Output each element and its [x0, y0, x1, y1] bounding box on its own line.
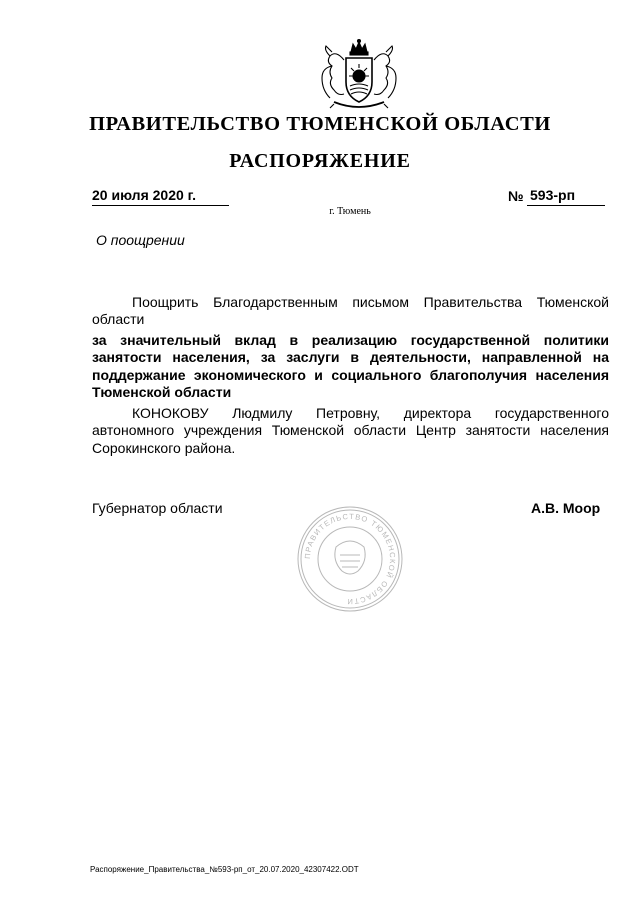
signatory-position: Губернатор области [92, 500, 223, 516]
document-subject: О поощрении [96, 232, 185, 248]
document-type-title: РАСПОРЯЖЕНИЕ [229, 150, 411, 172]
signatory-name: А.В. Моор [531, 500, 601, 516]
body-paragraph-2: за значительный вклад в реализацию государственной политики занятости населения, за заслуги в деятельности, направленной на поддержание экономического и социального благополучия населения Тюменской области [92, 332, 609, 401]
document-date-field [92, 187, 229, 206]
svg-text:ПРАВИТЕЛЬСТВО ТЮМЕНСКОЙ ОБЛАСТ [303, 512, 397, 606]
body-paragraph-1: Поощрить Благодарственным письмом Правительства Тюменской области [92, 294, 609, 328]
government-title: ПРАВИТЕЛЬСТВО ТЮМЕНСКОЙ ОБЛАСТИ [89, 113, 551, 135]
footer-filename: Распоряжение_Правительства_№593-рп_от_20.07.2020_42307422.ODT [90, 865, 359, 874]
official-seal [296, 505, 404, 613]
number-sign: № [508, 188, 524, 204]
coat-of-arms-icon [316, 38, 402, 114]
seal-ring-text: ПРАВИТЕЛЬСТВО ТЮМЕНСКОЙ ОБЛАСТИ [302, 511, 398, 607]
document-number: 593-рп [530, 187, 576, 203]
document-number-field [527, 187, 605, 206]
document-date: 20 июля 2020 г. [92, 187, 196, 203]
body-paragraph-3: КОНОКОВУ Людмилу Петровну, директора государственного автономного учреждения Тюменской области Центр занятости населения Сорокинского района. [92, 405, 609, 456]
city-line: г. Тюмень [329, 206, 371, 217]
